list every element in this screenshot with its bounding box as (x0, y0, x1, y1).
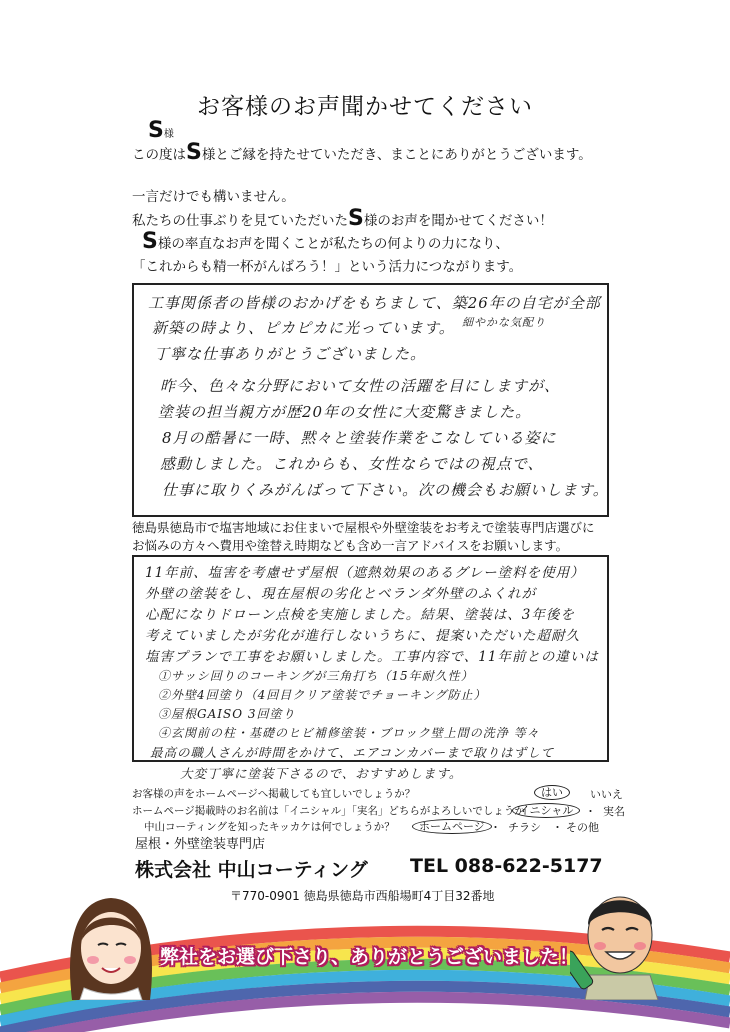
answer-initial (512, 802, 580, 818)
answer-yes (534, 784, 570, 800)
answer-homepage-circled: ホームページ (412, 819, 492, 834)
staff-man-avatar (570, 880, 670, 1000)
question-source: 中山コーティングを知ったキッカケは何でしょうか？ (144, 821, 395, 833)
question-name: ホームページ掲載時のお名前は「イニシャル」「実名」どちらがよろしいでしょうか (132, 805, 525, 817)
handwritten-line: 新築の時より、ピカピカに光っています。 (152, 319, 455, 337)
company-tel: TEL 088-622-5177 (410, 855, 603, 877)
handwritten-line: 丁寧な仕事ありがとうございました。 (154, 345, 427, 363)
handwritten-line: 塗装の担当親方が歴20年の女性に大変驚きました。 (158, 403, 532, 421)
handwritten-insert: 細やかな気配り (462, 316, 546, 329)
answer-no: いいえ (590, 788, 623, 801)
handwritten-line: ②外壁4回塗り（4回目クリア塗装でチョーキング防止） (158, 688, 487, 702)
intro-line-4: 「これからも精一杯がんばろう！」という活力につながります。 (132, 259, 523, 275)
handwritten-line: 仕事に取りくみがんばって下さい。次の機会もお願いします。 (162, 481, 609, 499)
staff-woman-avatar (62, 890, 160, 1000)
company-address: 〒770-0901 徳島県徳島市西船場町4丁目32番地 (230, 889, 495, 903)
separator: ・ (490, 821, 501, 834)
handwritten-line: ③屋根GAISO 3回塗り (158, 707, 296, 721)
customer-initial: S (148, 118, 164, 143)
answer-flyer: チラシ (508, 821, 541, 834)
handwritten-line: 心配になりドローン点検を実施しました。結果、塗装は、3年後を (145, 607, 575, 623)
advice-prompt-line-1: 徳島県徳島市で塩害地域にお住まいで屋根や外壁塗装をお考えで塗装専門店選びに (132, 520, 595, 535)
handwritten-line: 昨今、色々な分野において女性の活躍を目にしますが、 (160, 377, 561, 395)
handwritten-line: 塩害プランで工事をお願いしました。工事内容で、11年前との違いは (145, 649, 599, 665)
separator: ・ (585, 805, 596, 818)
handwritten-line: 8月の酷暑に一時、黙々と塗装作業をこなしている姿に (162, 429, 557, 447)
advice-prompt-line-2: お悩みの方々へ費用や塗替え時期なども含め一言アドバイスをお願いします。 (132, 538, 569, 553)
thanks-message: 弊社をお選び下さり、ありがとうございました！ (160, 946, 579, 968)
answer-initial-circled: イニシャル (512, 803, 580, 818)
answer-real-name: 実名 (603, 805, 625, 818)
separator: ・ (552, 821, 563, 834)
intro-line-3: S様の率直なお声を聞くことが私たちの何よりの力になり、 (142, 229, 509, 254)
handwritten-line: ①サッシ回りのコーキングが三角打ち（15年耐久性） (158, 669, 474, 683)
intro-line-1: 一言だけでも構いません。 (132, 189, 295, 205)
company-specialty: 屋根・外壁塗装専門店 (135, 837, 266, 852)
handwritten-line: 最高の職人さんが時間をかけて、エアコンカバーまで取りはずして (150, 745, 555, 760)
handwritten-line: 工事関係者の皆様のおかげをもちまして、築26年の自宅が全部 (148, 294, 601, 312)
greeting-line: この度はS様とご縁を持たせていただき、まことにありがとうございます。 (132, 140, 592, 165)
question-publish: お客様の声をホームページへ掲載しても宜しいでしょうか？ (132, 788, 416, 800)
answer-yes-circled: はい (534, 785, 570, 800)
answer-other: その他 (566, 821, 599, 834)
page-title: お客様のお声聞かせてください (197, 94, 533, 120)
handwritten-line: 外壁の塗装をし、現在屋根の劣化とベランダ外壁のふくれが (145, 586, 536, 602)
sama-label: 様 (163, 129, 174, 140)
handwritten-line: ④玄関前の柱・基礎のヒビ補修塗装・ブロック壁上間の洗浄 等々 (158, 726, 540, 740)
handwritten-line: 考えていましたが劣化が進行しないうちに、提案いただいた超耐久 (145, 628, 580, 644)
handwritten-line: 大変丁寧に塗装下さるので、おすすめします。 (180, 766, 463, 781)
handwritten-line: 感動しました。これからも、女性ならではの視点で、 (160, 455, 544, 473)
handwritten-line: 11年前、塩害を考慮せず屋根（遮熱効果のあるグレー塗料を使用） (145, 565, 585, 581)
intro-line-2: 私たちの仕事ぶりを見ていただいたS様のお声を聞かせてください！ (132, 206, 553, 231)
answer-homepage (412, 818, 492, 834)
company-name: 株式会社 中山コーティング (135, 859, 368, 881)
